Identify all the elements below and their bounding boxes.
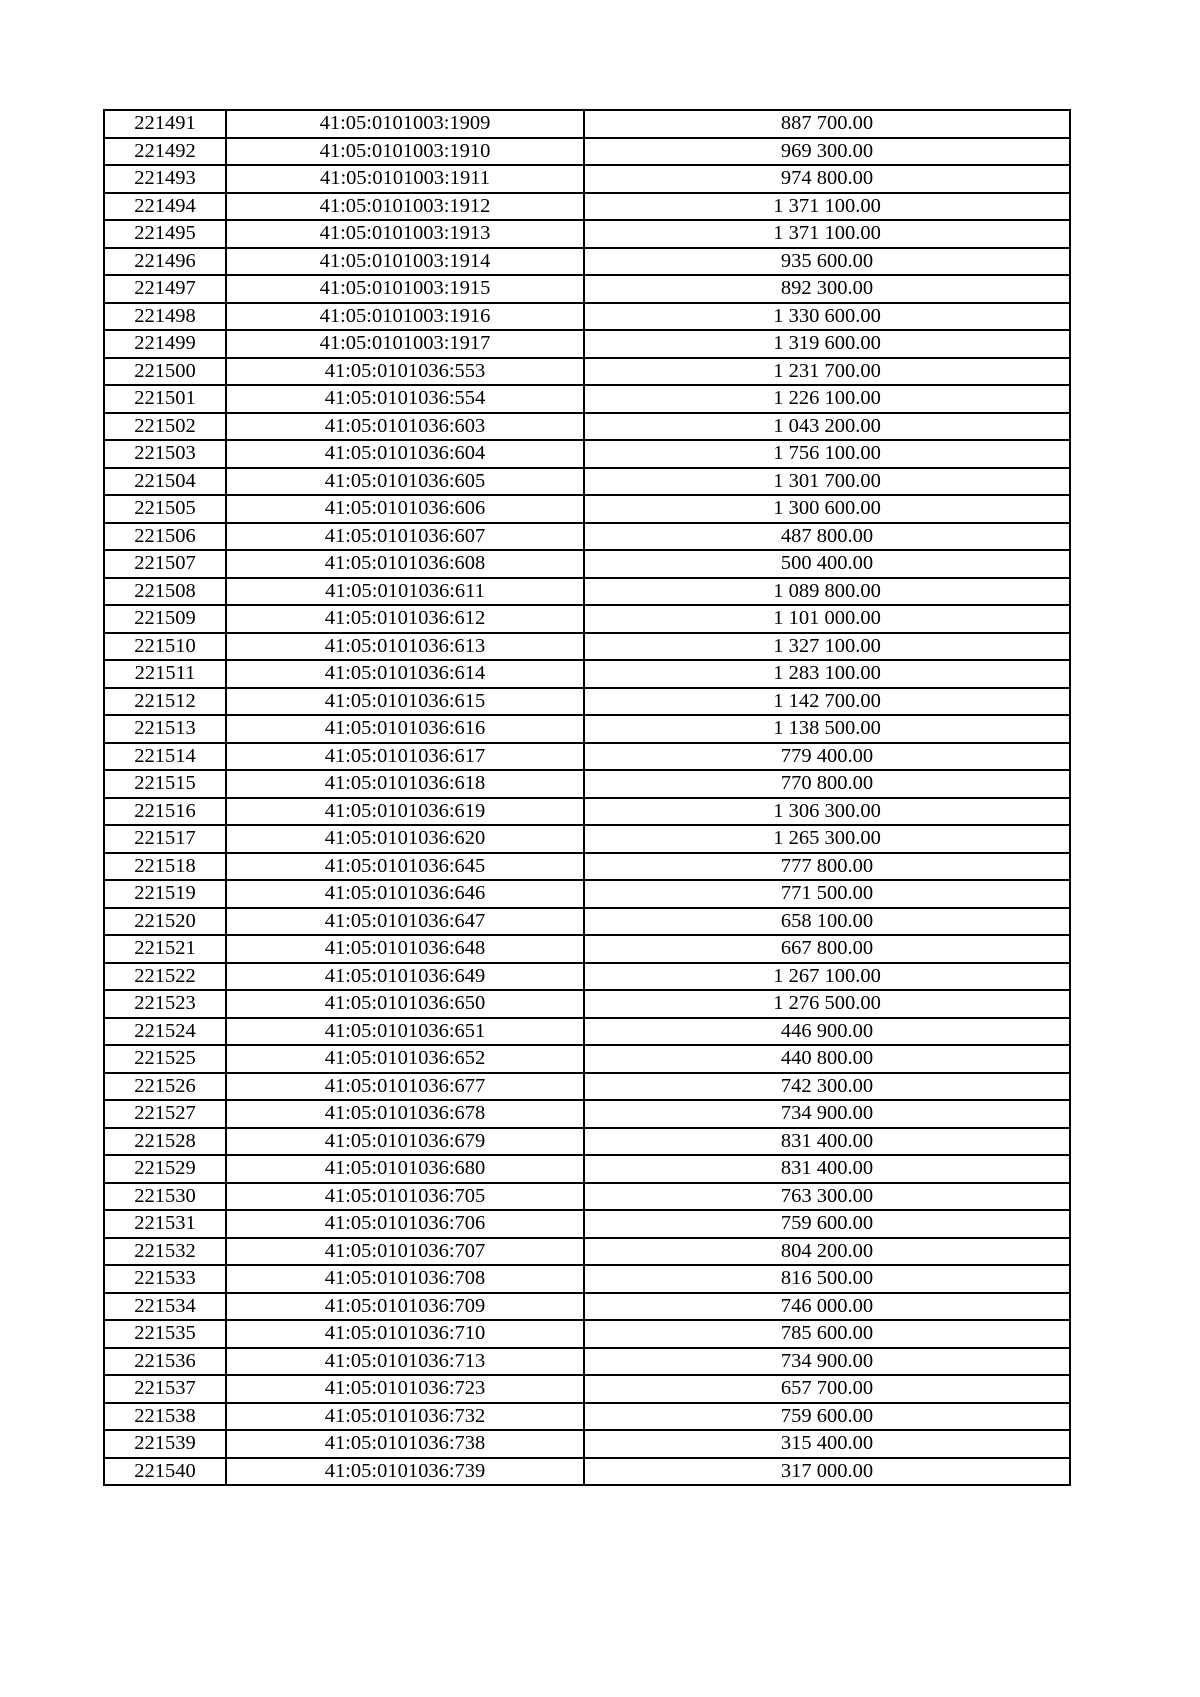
cadastral-value-cell: 1 301 700.00 <box>584 468 1070 496</box>
cadastral-number-cell: 41:05:0101036:705 <box>226 1183 584 1211</box>
table-row <box>104 495 1070 523</box>
cadastral-number-cell: 41:05:0101036:739 <box>226 1458 584 1486</box>
table-row <box>104 1183 1070 1211</box>
row-number-cell: 221504 <box>104 468 226 496</box>
table-row <box>104 303 1070 331</box>
row-number-cell: 221520 <box>104 908 226 936</box>
cadastral-value-cell: 1 371 100.00 <box>584 193 1070 221</box>
cadastral-number-cell: 41:05:0101036:608 <box>226 550 584 578</box>
row-number-cell: 221505 <box>104 495 226 523</box>
row-number-cell: 221516 <box>104 798 226 826</box>
row-number-cell: 221503 <box>104 440 226 468</box>
cadastral-number-cell: 41:05:0101036:616 <box>226 715 584 743</box>
cadastral-number-cell: 41:05:0101036:708 <box>226 1265 584 1293</box>
cadastral-number-cell: 41:05:0101003:1912 <box>226 193 584 221</box>
row-number-cell: 221494 <box>104 193 226 221</box>
table-row <box>104 385 1070 413</box>
row-number-cell: 221530 <box>104 1183 226 1211</box>
cadastral-number-cell: 41:05:0101036:651 <box>226 1018 584 1046</box>
cadastral-number-cell: 41:05:0101036:617 <box>226 743 584 771</box>
table-row <box>104 1210 1070 1238</box>
table-row <box>104 1100 1070 1128</box>
row-number-cell: 221517 <box>104 825 226 853</box>
cadastral-value-cell: 887 700.00 <box>584 110 1070 138</box>
cadastral-value-cell: 742 300.00 <box>584 1073 1070 1101</box>
cadastral-number-cell: 41:05:0101036:607 <box>226 523 584 551</box>
cadastral-value-cell: 831 400.00 <box>584 1128 1070 1156</box>
cadastral-number-cell: 41:05:0101036:613 <box>226 633 584 661</box>
table-row <box>104 275 1070 303</box>
row-number-cell: 221513 <box>104 715 226 743</box>
row-number-cell: 221531 <box>104 1210 226 1238</box>
table-row <box>104 1265 1070 1293</box>
table-row <box>104 1073 1070 1101</box>
row-number-cell: 221522 <box>104 963 226 991</box>
row-number-cell: 221511 <box>104 660 226 688</box>
cadastral-number-cell: 41:05:0101003:1911 <box>226 165 584 193</box>
cadastral-value-cell: 763 300.00 <box>584 1183 1070 1211</box>
table-row <box>104 853 1070 881</box>
cadastral-value-cell: 777 800.00 <box>584 853 1070 881</box>
cadastral-number-cell: 41:05:0101036:618 <box>226 770 584 798</box>
table-row <box>104 1320 1070 1348</box>
table-row <box>104 248 1070 276</box>
cadastral-number-cell: 41:05:0101036:614 <box>226 660 584 688</box>
row-number-cell: 221502 <box>104 413 226 441</box>
row-number-cell: 221491 <box>104 110 226 138</box>
table-row <box>104 523 1070 551</box>
row-number-cell: 221535 <box>104 1320 226 1348</box>
row-number-cell: 221523 <box>104 990 226 1018</box>
table-row <box>104 330 1070 358</box>
cadastral-value-cell: 831 400.00 <box>584 1155 1070 1183</box>
cadastral-value-table <box>103 109 1071 1486</box>
table-row <box>104 633 1070 661</box>
row-number-cell: 221515 <box>104 770 226 798</box>
table-row <box>104 990 1070 1018</box>
table-row <box>104 550 1070 578</box>
row-number-cell: 221526 <box>104 1073 226 1101</box>
cadastral-number-cell: 41:05:0101036:604 <box>226 440 584 468</box>
cadastral-value-cell: 440 800.00 <box>584 1045 1070 1073</box>
cadastral-number-cell: 41:05:0101036:680 <box>226 1155 584 1183</box>
row-number-cell: 221492 <box>104 138 226 166</box>
table-row <box>104 660 1070 688</box>
cadastral-value-cell: 892 300.00 <box>584 275 1070 303</box>
row-number-cell: 221536 <box>104 1348 226 1376</box>
cadastral-number-cell: 41:05:0101036:606 <box>226 495 584 523</box>
cadastral-number-cell: 41:05:0101036:646 <box>226 880 584 908</box>
cadastral-number-cell: 41:05:0101036:738 <box>226 1430 584 1458</box>
cadastral-number-cell: 41:05:0101036:709 <box>226 1293 584 1321</box>
cadastral-value-cell: 658 100.00 <box>584 908 1070 936</box>
row-number-cell: 221497 <box>104 275 226 303</box>
table-row <box>104 1293 1070 1321</box>
cadastral-number-cell: 41:05:0101003:1915 <box>226 275 584 303</box>
cadastral-number-cell: 41:05:0101036:650 <box>226 990 584 1018</box>
row-number-cell: 221534 <box>104 1293 226 1321</box>
row-number-cell: 221537 <box>104 1375 226 1403</box>
row-number-cell: 221525 <box>104 1045 226 1073</box>
cadastral-value-cell: 759 600.00 <box>584 1210 1070 1238</box>
table-row <box>104 1155 1070 1183</box>
cadastral-number-cell: 41:05:0101003:1909 <box>226 110 584 138</box>
table-row <box>104 1128 1070 1156</box>
cadastral-value-cell: 804 200.00 <box>584 1238 1070 1266</box>
cadastral-value-cell: 816 500.00 <box>584 1265 1070 1293</box>
row-number-cell: 221510 <box>104 633 226 661</box>
cadastral-number-cell: 41:05:0101003:1917 <box>226 330 584 358</box>
cadastral-number-cell: 41:05:0101036:620 <box>226 825 584 853</box>
cadastral-value-cell: 500 400.00 <box>584 550 1070 578</box>
table-row <box>104 1348 1070 1376</box>
table-row <box>104 1375 1070 1403</box>
row-number-cell: 221493 <box>104 165 226 193</box>
cadastral-number-cell: 41:05:0101003:1913 <box>226 220 584 248</box>
cadastral-number-cell: 41:05:0101036:645 <box>226 853 584 881</box>
row-number-cell: 221498 <box>104 303 226 331</box>
row-number-cell: 221506 <box>104 523 226 551</box>
cadastral-number-cell: 41:05:0101036:707 <box>226 1238 584 1266</box>
row-number-cell: 221524 <box>104 1018 226 1046</box>
row-number-cell: 221527 <box>104 1100 226 1128</box>
cadastral-number-cell: 41:05:0101036:611 <box>226 578 584 606</box>
row-number-cell: 221500 <box>104 358 226 386</box>
table-row <box>104 1238 1070 1266</box>
cadastral-value-cell: 1 371 100.00 <box>584 220 1070 248</box>
cadastral-value-cell: 1 231 700.00 <box>584 358 1070 386</box>
cadastral-number-cell: 41:05:0101036:619 <box>226 798 584 826</box>
cadastral-value-cell: 1 265 300.00 <box>584 825 1070 853</box>
cadastral-value-cell: 779 400.00 <box>584 743 1070 771</box>
cadastral-value-cell: 759 600.00 <box>584 1403 1070 1431</box>
row-number-cell: 221519 <box>104 880 226 908</box>
table-row <box>104 1430 1070 1458</box>
table-row <box>104 138 1070 166</box>
cadastral-value-cell: 734 900.00 <box>584 1348 1070 1376</box>
cadastral-number-cell: 41:05:0101036:603 <box>226 413 584 441</box>
table-row <box>104 825 1070 853</box>
table-row <box>104 358 1070 386</box>
cadastral-number-cell: 41:05:0101003:1910 <box>226 138 584 166</box>
table-row <box>104 1018 1070 1046</box>
row-number-cell: 221512 <box>104 688 226 716</box>
table-row <box>104 440 1070 468</box>
cadastral-value-cell: 1 319 600.00 <box>584 330 1070 358</box>
cadastral-value-cell: 1 138 500.00 <box>584 715 1070 743</box>
table-row <box>104 1403 1070 1431</box>
cadastral-number-cell: 41:05:0101036:723 <box>226 1375 584 1403</box>
cadastral-value-cell: 770 800.00 <box>584 770 1070 798</box>
cadastral-number-cell: 41:05:0101036:605 <box>226 468 584 496</box>
table-body <box>104 110 1070 1485</box>
cadastral-value-cell: 1 306 300.00 <box>584 798 1070 826</box>
row-number-cell: 221496 <box>104 248 226 276</box>
cadastral-value-cell: 1 330 600.00 <box>584 303 1070 331</box>
cadastral-value-cell: 317 000.00 <box>584 1458 1070 1486</box>
row-number-cell: 221533 <box>104 1265 226 1293</box>
cadastral-number-cell: 41:05:0101036:677 <box>226 1073 584 1101</box>
table-row <box>104 935 1070 963</box>
cadastral-number-cell: 41:05:0101036:713 <box>226 1348 584 1376</box>
cadastral-value-cell: 1 283 100.00 <box>584 660 1070 688</box>
table-row <box>104 110 1070 138</box>
cadastral-value-cell: 315 400.00 <box>584 1430 1070 1458</box>
table-row <box>104 578 1070 606</box>
row-number-cell: 221507 <box>104 550 226 578</box>
cadastral-value-cell: 746 000.00 <box>584 1293 1070 1321</box>
cadastral-value-cell: 935 600.00 <box>584 248 1070 276</box>
row-number-cell: 221532 <box>104 1238 226 1266</box>
table-row <box>104 1458 1070 1486</box>
cadastral-value-cell: 771 500.00 <box>584 880 1070 908</box>
cadastral-number-cell: 41:05:0101036:649 <box>226 963 584 991</box>
table-row <box>104 798 1070 826</box>
cadastral-value-cell: 734 900.00 <box>584 1100 1070 1128</box>
table-row <box>104 1045 1070 1073</box>
cadastral-number-cell: 41:05:0101036:679 <box>226 1128 584 1156</box>
row-number-cell: 221529 <box>104 1155 226 1183</box>
cadastral-value-cell: 1 300 600.00 <box>584 495 1070 523</box>
cadastral-number-cell: 41:05:0101036:612 <box>226 605 584 633</box>
table-row <box>104 770 1070 798</box>
row-number-cell: 221540 <box>104 1458 226 1486</box>
cadastral-value-cell: 785 600.00 <box>584 1320 1070 1348</box>
cadastral-number-cell: 41:05:0101036:710 <box>226 1320 584 1348</box>
row-number-cell: 221495 <box>104 220 226 248</box>
cadastral-value-cell: 974 800.00 <box>584 165 1070 193</box>
cadastral-value-cell: 667 800.00 <box>584 935 1070 963</box>
cadastral-number-cell: 41:05:0101003:1914 <box>226 248 584 276</box>
cadastral-value-cell: 1 142 700.00 <box>584 688 1070 716</box>
cadastral-value-cell: 1 327 100.00 <box>584 633 1070 661</box>
table-row <box>104 963 1070 991</box>
cadastral-number-cell: 41:05:0101036:615 <box>226 688 584 716</box>
row-number-cell: 221514 <box>104 743 226 771</box>
row-number-cell: 221521 <box>104 935 226 963</box>
cadastral-value-cell: 1 276 500.00 <box>584 990 1070 1018</box>
row-number-cell: 221538 <box>104 1403 226 1431</box>
table-row <box>104 220 1070 248</box>
row-number-cell: 221499 <box>104 330 226 358</box>
cadastral-number-cell: 41:05:0101036:647 <box>226 908 584 936</box>
cadastral-number-cell: 41:05:0101036:678 <box>226 1100 584 1128</box>
cadastral-value-cell: 1 267 100.00 <box>584 963 1070 991</box>
row-number-cell: 221539 <box>104 1430 226 1458</box>
table-row <box>104 688 1070 716</box>
cadastral-number-cell: 41:05:0101036:706 <box>226 1210 584 1238</box>
cadastral-value-cell: 1 043 200.00 <box>584 413 1070 441</box>
table-row <box>104 413 1070 441</box>
cadastral-value-cell: 487 800.00 <box>584 523 1070 551</box>
row-number-cell: 221518 <box>104 853 226 881</box>
cadastral-number-cell: 41:05:0101036:648 <box>226 935 584 963</box>
table-row <box>104 908 1070 936</box>
cadastral-value-cell: 969 300.00 <box>584 138 1070 166</box>
cadastral-value-cell: 1 226 100.00 <box>584 385 1070 413</box>
cadastral-value-cell: 446 900.00 <box>584 1018 1070 1046</box>
row-number-cell: 221501 <box>104 385 226 413</box>
cadastral-number-cell: 41:05:0101036:553 <box>226 358 584 386</box>
cadastral-number-cell: 41:05:0101003:1916 <box>226 303 584 331</box>
table-row <box>104 880 1070 908</box>
cadastral-value-cell: 1 089 800.00 <box>584 578 1070 606</box>
table-row <box>104 193 1070 221</box>
row-number-cell: 221509 <box>104 605 226 633</box>
row-number-cell: 221508 <box>104 578 226 606</box>
cadastral-number-cell: 41:05:0101036:732 <box>226 1403 584 1431</box>
row-number-cell: 221528 <box>104 1128 226 1156</box>
table-row <box>104 605 1070 633</box>
table-row <box>104 468 1070 496</box>
table-row <box>104 743 1070 771</box>
cadastral-number-cell: 41:05:0101036:554 <box>226 385 584 413</box>
cadastral-value-cell: 1 101 000.00 <box>584 605 1070 633</box>
table-row <box>104 165 1070 193</box>
cadastral-value-cell: 657 700.00 <box>584 1375 1070 1403</box>
table-row <box>104 715 1070 743</box>
cadastral-number-cell: 41:05:0101036:652 <box>226 1045 584 1073</box>
cadastral-value-cell: 1 756 100.00 <box>584 440 1070 468</box>
